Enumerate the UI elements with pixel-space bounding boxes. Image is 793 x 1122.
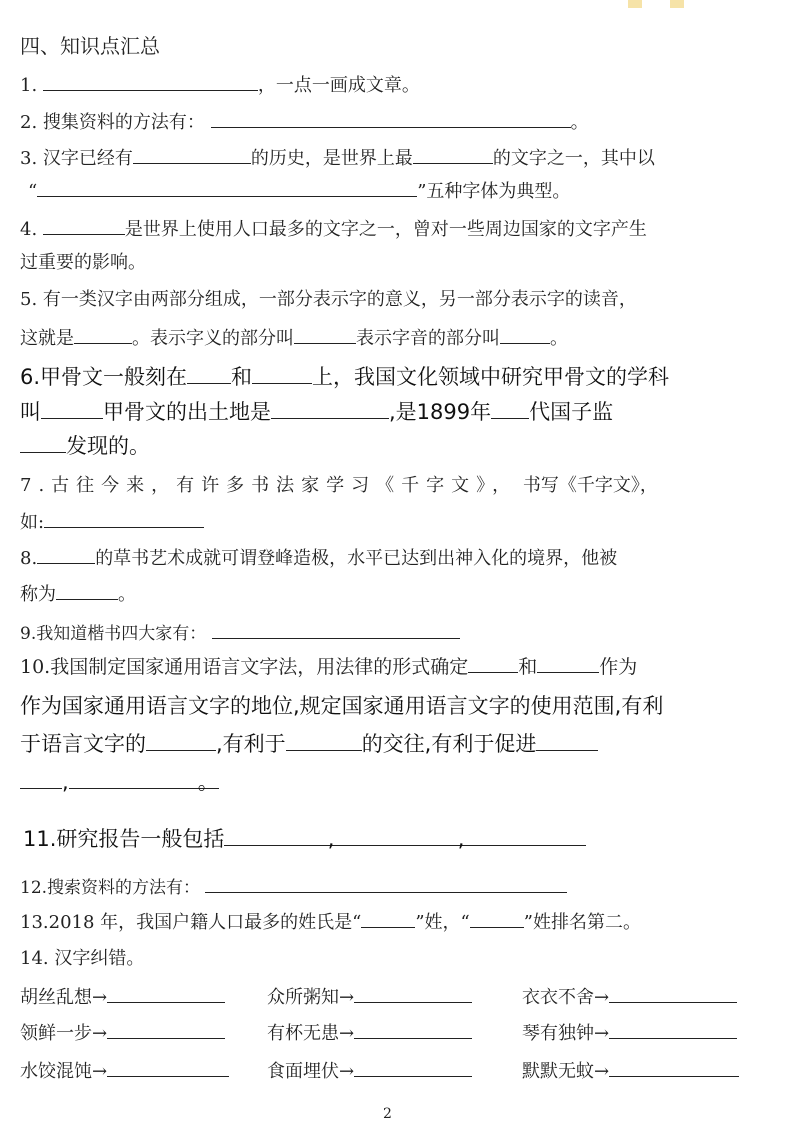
- q-text: ”姓排名第二。: [523, 912, 641, 933]
- q-text: ,: [327, 827, 335, 851]
- answer-blank[interactable]: [43, 216, 125, 235]
- q-text: 的草书艺术成就可谓登峰造极，水平已达到出神入化的境界，他被: [95, 548, 618, 569]
- answer-blank[interactable]: [354, 1020, 472, 1039]
- question-10-cont2: [20, 732, 598, 756]
- answer-blank[interactable]: [69, 770, 219, 794]
- q-text: 4.: [20, 219, 38, 240]
- answer-blank[interactable]: [224, 827, 335, 851]
- answer-blank[interactable]: [464, 827, 586, 846]
- correction-item: [522, 1058, 739, 1084]
- q-text: 发现的。: [66, 434, 150, 458]
- question-14-title: 14. 汉字纠错。: [20, 948, 145, 969]
- question-5: 5. 有一类汉字由两部分组成，一部分表示字的意义，另一部分表示字的读音，: [20, 289, 637, 310]
- question-7-cont: [20, 509, 204, 535]
- question-9: [20, 620, 460, 646]
- question-6-cont: [20, 400, 613, 424]
- q-text: 的文字之一，其中以: [492, 148, 655, 169]
- answer-blank[interactable]: [354, 984, 472, 1003]
- question-1: [20, 72, 420, 98]
- q-text: ,是1899年: [389, 400, 492, 424]
- q-text: 。: [550, 328, 568, 349]
- q-text: 如:: [20, 512, 45, 533]
- answer-blank[interactable]: [491, 400, 529, 419]
- q-text: 。: [570, 112, 589, 133]
- answer-blank[interactable]: [212, 620, 460, 639]
- question-4: [20, 216, 647, 242]
- question-10-cont3: [20, 770, 219, 794]
- answer-blank[interactable]: [37, 545, 95, 564]
- answer-blank[interactable]: [271, 400, 389, 419]
- answer-blank[interactable]: [146, 732, 216, 751]
- q-text: ，一点一画成文章。: [257, 75, 420, 96]
- question-10: [20, 654, 637, 679]
- answer-blank[interactable]: [41, 400, 103, 419]
- answer-blank[interactable]: [37, 178, 417, 197]
- question-3-cont: [28, 178, 570, 204]
- q-text: 甲骨文的出土地是: [103, 400, 271, 424]
- answer-blank[interactable]: [133, 145, 251, 164]
- q-text: 6.甲骨文一般刻在: [20, 365, 188, 389]
- question-3: [20, 145, 655, 171]
- answer-blank[interactable]: [537, 654, 599, 673]
- q-text: 书写《千字文》，: [522, 475, 658, 496]
- q-text: 的交往,有利于促进: [361, 732, 537, 756]
- q-text: 的历史，是世界上最: [250, 148, 413, 169]
- q-text: 12.搜索资料的方法有：: [20, 878, 201, 898]
- q-text: 。: [197, 770, 219, 794]
- question-13: [20, 909, 641, 935]
- q-text: ,有利于: [216, 732, 286, 756]
- answer-blank[interactable]: [74, 325, 132, 344]
- answer-blank[interactable]: [609, 1020, 737, 1039]
- correction-item: [20, 1020, 225, 1046]
- answer-blank[interactable]: [468, 654, 518, 673]
- q-text: 领鲜一步→: [20, 1023, 108, 1044]
- q-text: 称为: [20, 584, 56, 605]
- q-text: 上，我国文化领域中研究甲骨文的学科: [312, 365, 670, 389]
- answer-blank[interactable]: [107, 984, 225, 1003]
- correction-item: [522, 1020, 737, 1046]
- answer-blank[interactable]: [286, 732, 362, 751]
- answer-blank[interactable]: [107, 1020, 225, 1039]
- answer-blank[interactable]: [334, 827, 465, 851]
- q-text: 8.: [20, 548, 38, 569]
- correction-item: [267, 1020, 472, 1046]
- q-text: 和: [518, 656, 538, 678]
- question-11: [23, 827, 586, 851]
- question-8-cont: [20, 581, 136, 607]
- answer-blank[interactable]: [500, 325, 550, 344]
- correction-item: [20, 1058, 229, 1084]
- answer-blank[interactable]: [252, 365, 312, 384]
- answer-blank[interactable]: [294, 325, 356, 344]
- scan-mark: [628, 0, 698, 8]
- q-text: 叫: [20, 400, 41, 424]
- section-title: 四、知识点汇总: [20, 34, 160, 58]
- question-7: [20, 474, 658, 498]
- q-text: 代国子监: [529, 400, 614, 424]
- question-4-cont: 过重要的影响。: [20, 252, 146, 273]
- q-text: ”五种字体为典型。: [417, 181, 571, 202]
- q-text: 水饺混饨→: [20, 1061, 108, 1082]
- q-text: 作为: [599, 656, 638, 678]
- q-text: 衣衣不舍→: [522, 987, 610, 1008]
- answer-blank[interactable]: [609, 984, 737, 1003]
- answer-blank[interactable]: [20, 434, 66, 453]
- q-text: “: [28, 181, 38, 202]
- q-text: 琴有独钟→: [522, 1023, 610, 1044]
- q-text: 众所粥知→: [267, 987, 355, 1008]
- q-text: 。: [118, 584, 136, 605]
- page-number: 2: [383, 1106, 392, 1122]
- q-text: 表示字音的部分叫: [356, 328, 500, 349]
- answer-blank[interactable]: [361, 909, 415, 928]
- question-12: [20, 874, 567, 900]
- answer-blank[interactable]: [107, 1058, 229, 1077]
- q-text: 默默无蚊→: [522, 1061, 610, 1082]
- correction-item: [20, 984, 225, 1010]
- q-text: 胡丝乱想→: [20, 987, 108, 1008]
- answer-blank[interactable]: [354, 1058, 472, 1077]
- q-text: 有杯无患→: [267, 1023, 355, 1044]
- correction-item: [267, 1058, 472, 1084]
- q-text: 10.我国制定国家通用语言文字法，用法律的形式确定: [20, 656, 469, 678]
- answer-blank[interactable]: [211, 109, 571, 128]
- correction-item: [522, 984, 737, 1010]
- answer-blank[interactable]: [43, 72, 258, 91]
- q-text: ”姓，“: [415, 912, 470, 933]
- q-text: 7.古往今来，有许多书法家学习《千字文》，: [20, 475, 518, 496]
- question-5-cont: [20, 325, 568, 351]
- q-text: 这就是: [20, 328, 74, 349]
- answer-blank[interactable]: [205, 874, 567, 893]
- question-2: [20, 109, 589, 135]
- question-10-cont: 作为国家通用语言文字的地位,规定国家通用语言文字的使用范围,有利: [20, 694, 664, 718]
- q-text: 和: [231, 365, 253, 389]
- answer-blank[interactable]: [413, 145, 493, 164]
- answer-blank[interactable]: [56, 581, 118, 600]
- question-6-cont2: [20, 434, 150, 458]
- q-text: 3. 汉字已经有: [20, 148, 133, 169]
- q-text: 于语言文字的: [20, 732, 146, 756]
- answer-blank[interactable]: [187, 365, 231, 384]
- q-text: 。表示字义的部分叫: [132, 328, 294, 349]
- q-text: 食面埋伏→: [267, 1061, 355, 1082]
- q-text: 9.我知道楷书四大家有：: [20, 624, 207, 644]
- q-text: ,: [457, 827, 465, 851]
- q-text: 2. 搜集资料的方法有：: [20, 112, 205, 133]
- q-text: 13.2018 年，我国户籍人口最多的姓氏是“: [20, 912, 362, 933]
- question-8: [20, 545, 617, 571]
- correction-item: [267, 984, 472, 1010]
- answer-blank[interactable]: [44, 509, 204, 528]
- q-text: 是世界上使用人口最多的文字之一，曾对一些周边国家的文字产生: [124, 219, 647, 240]
- q-text: ,: [62, 770, 69, 794]
- answer-blank[interactable]: [609, 1058, 739, 1077]
- question-6: [20, 365, 669, 389]
- q-text: 11.研究报告一般包括: [23, 827, 225, 851]
- q-text: 1.: [20, 75, 38, 96]
- answer-blank[interactable]: [536, 732, 598, 751]
- answer-blank[interactable]: [470, 909, 524, 928]
- answer-blank[interactable]: [20, 770, 62, 789]
